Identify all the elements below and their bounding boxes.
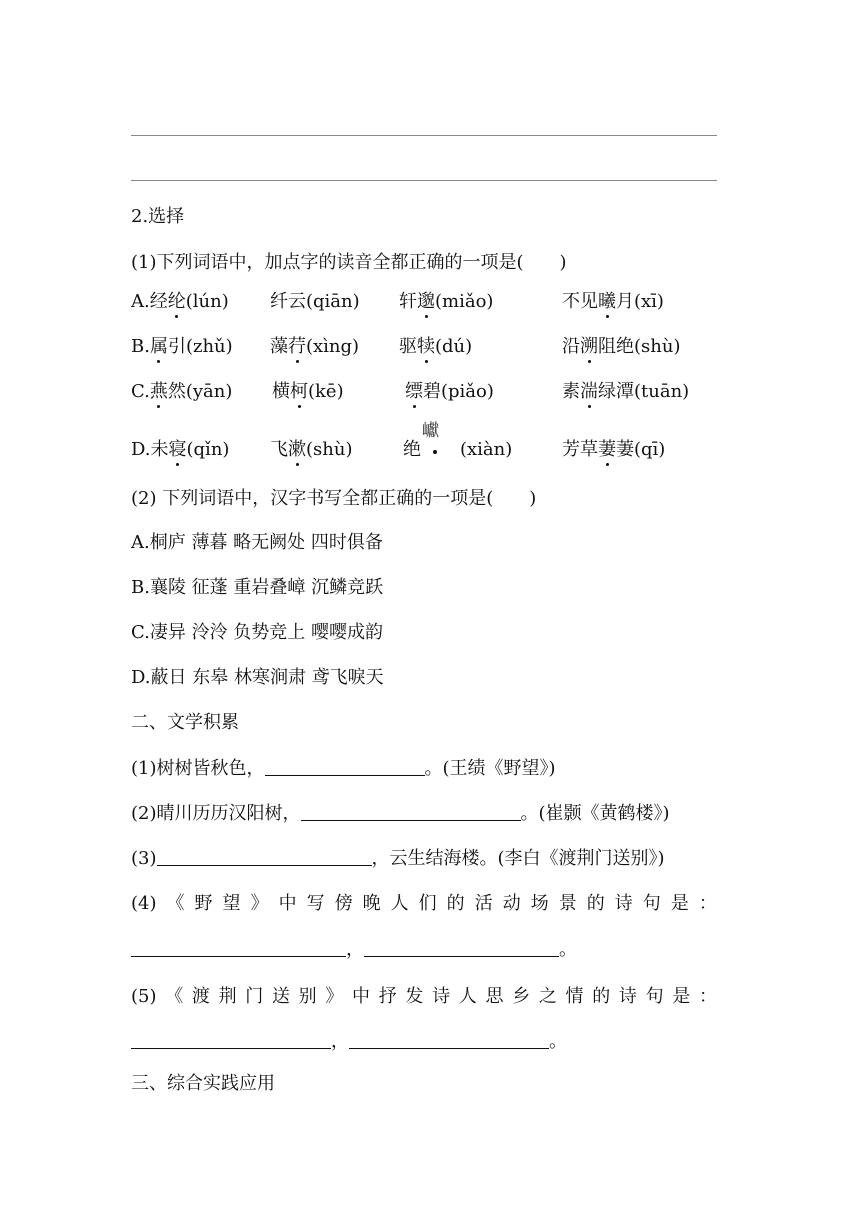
option-c-word-1: C.燕然(yān) xyxy=(131,381,233,402)
prompt-char: 别 xyxy=(298,986,317,1007)
option-label: D. xyxy=(131,439,151,460)
prompt-char: 思 xyxy=(485,986,504,1007)
option-label: B. xyxy=(131,336,150,357)
prompt-char: 是 xyxy=(670,893,689,914)
prompt-char: 抒 xyxy=(378,986,397,1007)
option-c-word-2: 横柯(kē) xyxy=(272,381,344,402)
prompt-char: 晚 xyxy=(362,893,381,914)
prompt-char: 的 xyxy=(586,893,605,914)
option-label: C. xyxy=(131,381,150,402)
section-title: 三、综合实践应用 xyxy=(131,1073,275,1094)
question-5-prompt xyxy=(131,985,717,1009)
option-b-word-4: 沿溯阻绝(shù) xyxy=(562,336,681,357)
prompt-char: 场 xyxy=(530,893,549,914)
answer-line xyxy=(131,180,717,181)
prompt-char: 》 xyxy=(325,986,344,1007)
fill-blank[interactable] xyxy=(131,1030,331,1049)
prompt-char: 诗 xyxy=(618,986,637,1007)
option-c: C.凄异 泠泠 负势竞上 嘤嘤成韵 xyxy=(131,622,384,643)
prompt-char: 门 xyxy=(245,986,264,1007)
option-b: B.襄陵 征蓬 重岩叠嶂 沉鳞竞跃 xyxy=(131,577,384,598)
fill-blank[interactable] xyxy=(157,847,372,866)
question-5-answer: ， 。 xyxy=(131,1030,567,1054)
prompt-char: 中 xyxy=(352,986,370,1007)
prompt-char: 送 xyxy=(271,986,290,1007)
prompt-char: 句 xyxy=(642,893,661,914)
prompt-char: 野 xyxy=(194,893,213,914)
option-a-word-1: A.经纶(lún) xyxy=(131,291,229,312)
answer-line xyxy=(131,135,717,136)
prompt-char: 句 xyxy=(645,986,664,1007)
option-a: A.桐庐 薄暮 略无阙处 四时俱备 xyxy=(131,532,383,553)
prompt-char: 活 xyxy=(474,893,493,914)
poem-line-2: (2)晴川历历汉阳树， 。(崔颢《黄鹤楼》) xyxy=(131,803,670,824)
prompt-char: 傍 xyxy=(334,893,353,914)
fill-blank[interactable] xyxy=(364,938,559,957)
prompt-char: 的 xyxy=(446,893,465,914)
prompt-char: ： xyxy=(698,986,717,1007)
section-title: 2.选择 xyxy=(131,206,185,227)
rare-character: 巘 xyxy=(422,421,439,441)
prompt-char: 诗 xyxy=(614,893,633,914)
option-a-word-3: 轩邈(miǎo) xyxy=(399,291,494,312)
prompt-char: 乡 xyxy=(512,986,531,1007)
option-label: A. xyxy=(131,291,150,312)
question-4-prompt xyxy=(131,892,717,916)
prompt-char: (4) xyxy=(131,893,157,914)
prompt-char: 情 xyxy=(565,986,584,1007)
prompt-char: 《 xyxy=(166,893,185,914)
prompt-char: (5) xyxy=(131,986,157,1007)
fill-blank[interactable] xyxy=(349,1030,549,1049)
prompt-char: 发 xyxy=(405,986,424,1007)
option-c-word-3: 缥碧(piǎo) xyxy=(405,381,494,402)
question-4-answer: ， 。 xyxy=(131,938,577,962)
prompt-char: 中 xyxy=(278,893,297,914)
option-b-word-1: B.属引(zhǔ) xyxy=(131,336,233,357)
poem-line-1: (1)树树皆秋色， 。(王绩《野望》) xyxy=(131,758,556,779)
fill-blank[interactable] xyxy=(131,938,346,957)
poem-line-3: (3) ，云生结海楼。(李白《渡荆门送别》) xyxy=(131,848,665,869)
option-c-word-4: 素湍绿潭(tuān) xyxy=(562,381,690,402)
prompt-char: 渡 xyxy=(191,986,210,1007)
prompt-char: 动 xyxy=(502,893,521,914)
option-a-word-2: 纤云(qiān) xyxy=(270,291,360,312)
prompt-char: 的 xyxy=(592,986,611,1007)
option-d-word-4: 芳草萋萋(qī) xyxy=(562,439,666,460)
option-a-word-4: 不见曦月(xī) xyxy=(562,291,664,312)
option-d-word-3: 绝 xyxy=(403,439,421,460)
section-title: 二、文学积累 xyxy=(131,712,239,733)
question-stem: (1)下列词语中，加点字的读音全都正确的一项是( ) xyxy=(131,252,567,273)
prompt-char: 写 xyxy=(306,893,325,914)
prompt-char: 《 xyxy=(165,986,184,1007)
prompt-char: ： xyxy=(698,893,717,914)
option-d-word-2: 飞漱(shù) xyxy=(270,439,353,460)
prompt-char: 诗 xyxy=(432,986,451,1007)
option-b-word-2: 藻荇(xìng) xyxy=(270,336,360,357)
option-b-word-3: 驱犊(dú) xyxy=(399,336,473,357)
prompt-char: 之 xyxy=(538,986,557,1007)
prompt-char: 望 xyxy=(222,893,241,914)
option-d: D.蔽日 东皋 林寒涧肃 鸢飞唳天 xyxy=(131,667,384,688)
prompt-char: 是 xyxy=(672,986,691,1007)
prompt-char: 景 xyxy=(558,893,577,914)
question-stem: (2) 下列词语中，汉字书写全都正确的一项是( ) xyxy=(131,488,537,509)
prompt-char: 》 xyxy=(250,893,269,914)
prompt-char: 们 xyxy=(418,893,437,914)
prompt-char: 荆 xyxy=(218,986,237,1007)
prompt-char: 人 xyxy=(458,986,477,1007)
fill-blank[interactable] xyxy=(265,757,425,776)
fill-blank[interactable] xyxy=(301,802,521,821)
emphasis-dot xyxy=(433,450,437,454)
option-d-word-1: D.未寝(qǐn) xyxy=(131,439,230,460)
option-d-word-3-pinyin: (xiàn) xyxy=(460,439,513,460)
prompt-char: 人 xyxy=(390,893,409,914)
